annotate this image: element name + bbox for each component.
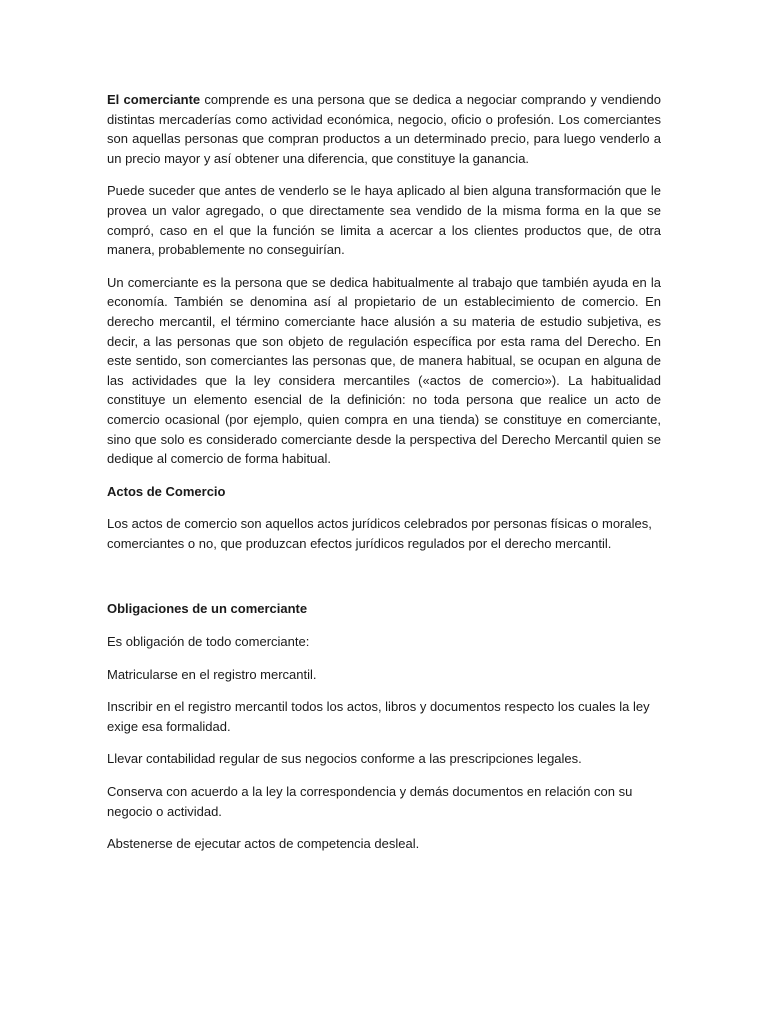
intro-lead: El comerciante [107,92,201,107]
obligation-item: Matricularse en el registro mercantil. [107,666,317,682]
paragraph-2: Puede suceder que antes de venderlo se le haya aplicado al bien alguna transformación que le provea un valor agregado, o que directamente sea vendido de la misma forma en la que se compró, caso en el que la función se limita a acercar a los clientes productos que, de otra manera, probablemente no conseguirían. [107,183,661,258]
actos-heading: Actos de Comercio [107,483,226,499]
obligaciones-heading: Obligaciones de un comerciante [107,601,308,617]
paragraph-3: Un comerciante es la persona que se dedica habitualmente al trabajo que también ayuda en la economía. También se denomina así al propietario de un establecimiento de comercio. En derecho mercantil, el término comerciante hace alusión a su materia de estudio subjetiva, es decir, a las personas que son objeto de regulación específica por esta rama del Derecho. En este sentido, son comerciantes las personas que, de manera habitual, se ocupan en alguna de las actividades que la ley considera mercantiles («actos de comercio»). La habitualidad constituye un elemento esencial de la definición: no toda persona que realice un acto de comercio ocasional (por ejemplo, quien compra en una tienda) se constituye en comerciante, sino que solo es considerado comerciante desde la perspectiva del Derecho Mercantil quien se dedique al comercio de forma habitual. [107,274,661,467]
obligaciones-intro: Es obligación de todo comerciante: [107,634,310,650]
intro-paragraph [107,90,661,168]
obligation-item: Inscribir en el registro mercantil todos los actos, libros y documentos respecto los cuales la ley exige esa formalidad. [107,699,650,734]
intro-text: comprende es una persona que se dedica a negociar comprando y vendiendo distintas mercaderías como actividad económica, negocio, oficio o profesión. Los comerciantes son aquellas personas que compran productos a un determinado precio, para luego venderlo a un precio mayor y así obtener una diferencia, que constituye la ganancia. [107,92,661,166]
obligation-item: Abstenerse de ejecutar actos de competencia desleal. [107,836,420,852]
actos-text: Los actos de comercio son aquellos actos jurídicos celebrados por personas físicas o morales, comerciantes o no, que produzcan efectos jurídicos regulados por el derecho mercantil. [107,516,652,551]
obligation-item: Conserva con acuerdo a la ley la correspondencia y demás documentos en relación con su negocio o actividad. [107,784,633,819]
obligation-item: Llevar contabilidad regular de sus negocios conforme a las prescripciones legales. [107,751,582,767]
